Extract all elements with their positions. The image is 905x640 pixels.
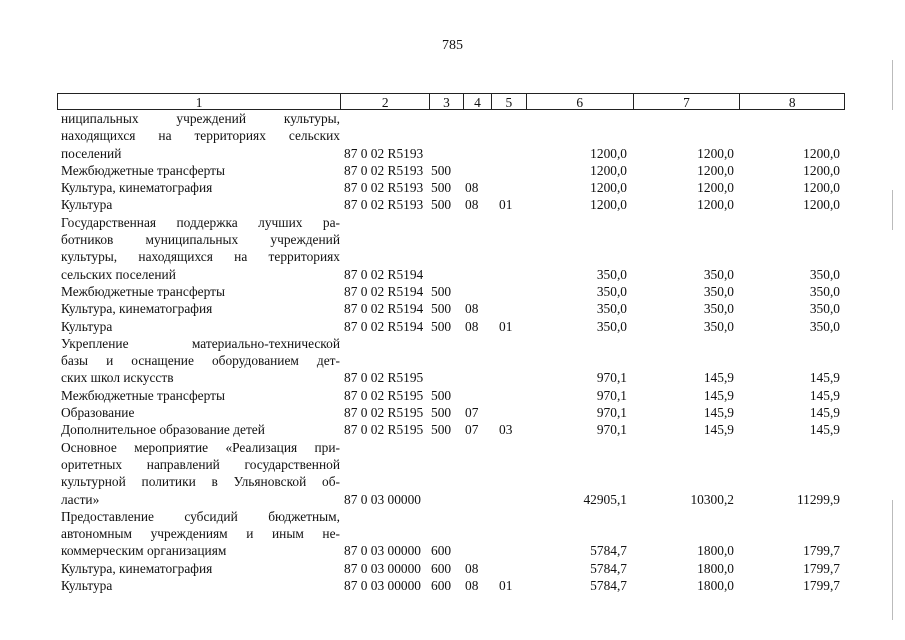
row-col4-cell — [463, 214, 491, 283]
row-value-6-cell: 970,1 — [596, 370, 627, 386]
row-name-cell — [57, 179, 340, 196]
row-name-cell — [57, 110, 340, 162]
row-col4-cell — [463, 162, 491, 179]
row-code-cell: 87 0 03 00000 — [344, 578, 421, 594]
scan-edge-mark — [892, 190, 893, 230]
row-name-cell — [57, 404, 340, 421]
header-cell-7: 7 — [633, 94, 740, 109]
row-col5-cell — [491, 162, 526, 179]
row-value-7-cell: 1200,0 — [697, 180, 734, 196]
row-col3-cell — [429, 214, 463, 283]
table-header-row — [57, 93, 845, 110]
table-row — [57, 214, 845, 283]
scan-edge-mark — [892, 500, 893, 620]
row-name-line: сельских поселений — [61, 266, 176, 282]
row-col3-cell: 600 — [431, 578, 452, 594]
row-code-cell: 87 0 02 R5194 — [344, 266, 424, 282]
table-row — [57, 283, 845, 300]
row-code-cell: 87 0 02 R5195 — [344, 370, 424, 386]
row-col3-cell: 500 — [431, 301, 452, 317]
row-col3-cell: 500 — [431, 283, 452, 299]
row-code-cell: 87 0 02 R5193 — [344, 145, 424, 161]
row-value-8-cell: 145,9 — [809, 422, 840, 438]
row-value-7-cell: 145,9 — [703, 405, 734, 421]
row-value-7-cell: 1800,0 — [697, 578, 734, 594]
table-row — [57, 560, 845, 577]
row-col5-cell: 01 — [499, 578, 513, 594]
row-col4-cell: 08 — [465, 578, 479, 594]
row-col4-cell — [463, 335, 491, 387]
row-value-8-cell: 350,0 — [809, 318, 840, 334]
row-col3-cell — [429, 439, 463, 508]
row-name-cell — [57, 300, 340, 317]
row-value-6-cell: 1200,0 — [590, 145, 627, 161]
row-name-line: культуры, находящихся на территориях — [61, 249, 340, 265]
row-name-line: находящихся на территориях сельских — [61, 128, 340, 144]
table-row — [57, 508, 845, 560]
row-name-line: Основное мероприятие «Реализация при- — [61, 439, 340, 455]
row-name-line: базы и оснащение оборудованием дет- — [61, 353, 340, 369]
row-name-cell — [57, 196, 340, 213]
row-col4-cell: 07 — [465, 405, 479, 421]
row-name-cell — [57, 162, 340, 179]
row-col5-cell — [491, 179, 526, 196]
row-col4-cell: 08 — [465, 560, 479, 576]
header-cell-2: 2 — [340, 94, 429, 109]
row-col5-cell — [491, 560, 526, 577]
row-code-cell: 87 0 02 R5195 — [344, 422, 424, 438]
row-code-cell: 87 0 03 00000 — [344, 560, 421, 576]
row-value-8-cell: 350,0 — [809, 283, 840, 299]
row-name-line: культурной политики в Ульяновской об- — [61, 474, 340, 490]
row-col4-cell — [463, 110, 491, 162]
row-name-line: Укрепление материально-технической — [61, 335, 340, 351]
row-col4-cell: 08 — [465, 197, 479, 213]
row-value-8-cell: 1200,0 — [803, 145, 840, 161]
row-col5-cell: 01 — [499, 197, 513, 213]
budget-table — [57, 93, 845, 594]
table-row — [57, 387, 845, 404]
row-value-8-cell: 1799,7 — [803, 578, 840, 594]
row-value-6-cell: 5784,7 — [590, 560, 627, 576]
row-code-cell: 87 0 02 R5194 — [344, 283, 424, 299]
row-name-cell — [57, 577, 340, 594]
header-cell-8: 8 — [739, 94, 844, 109]
row-value-7-cell: 145,9 — [703, 422, 734, 438]
row-col4-cell: 08 — [465, 180, 479, 196]
row-col5-cell: 01 — [499, 318, 513, 334]
row-value-7-cell: 145,9 — [703, 370, 734, 386]
row-name-line: Дополнительное образование детей — [61, 422, 265, 438]
row-name-line: Государственная поддержка лучших ра- — [61, 214, 340, 230]
row-name-line: поселений — [61, 145, 122, 161]
table-row — [57, 335, 845, 387]
row-value-7-cell: 10300,2 — [690, 491, 734, 507]
row-name-cell — [57, 508, 340, 560]
row-col4-cell: 08 — [465, 301, 479, 317]
row-col5-cell — [491, 508, 526, 560]
row-code-cell: 87 0 02 R5193 — [344, 162, 424, 178]
row-name-cell — [57, 387, 340, 404]
row-col5-cell — [491, 283, 526, 300]
row-col3-cell: 500 — [431, 318, 452, 334]
row-col3-cell: 500 — [431, 422, 452, 438]
row-value-7-cell: 145,9 — [703, 387, 734, 403]
row-col3-cell: 600 — [431, 543, 452, 559]
row-name-cell — [57, 560, 340, 577]
row-value-7-cell: 1800,0 — [697, 560, 734, 576]
row-col4-cell — [463, 508, 491, 560]
row-value-6-cell: 5784,7 — [590, 578, 627, 594]
header-cell-3: 3 — [429, 94, 463, 109]
row-code-cell: 87 0 03 00000 — [344, 543, 421, 559]
row-value-6-cell: 350,0 — [596, 283, 627, 299]
row-name-line: Предоставление субсидий бюджетным, — [61, 508, 340, 524]
row-name-cell — [57, 283, 340, 300]
row-name-cell — [57, 335, 340, 387]
row-value-6-cell: 42905,1 — [583, 491, 627, 507]
table-row — [57, 318, 845, 335]
row-name-line: Культура, кинематография — [61, 560, 213, 576]
row-code-cell: 87 0 02 R5195 — [344, 405, 424, 421]
row-col4-cell — [463, 283, 491, 300]
row-value-8-cell: 145,9 — [809, 370, 840, 386]
row-value-6-cell: 350,0 — [596, 266, 627, 282]
row-name-line: Образование — [61, 405, 135, 421]
row-col3-cell: 500 — [431, 197, 452, 213]
row-value-6-cell: 350,0 — [596, 301, 627, 317]
row-code-cell: 87 0 02 R5194 — [344, 301, 424, 317]
table-row — [57, 300, 845, 317]
table-row — [57, 439, 845, 508]
row-value-8-cell: 145,9 — [809, 387, 840, 403]
row-value-8-cell: 11299,9 — [796, 491, 840, 507]
page-number: 785 — [442, 38, 463, 53]
row-col3-cell — [429, 335, 463, 387]
row-code-cell: 87 0 02 R5193 — [344, 197, 424, 213]
row-value-8-cell: 350,0 — [809, 301, 840, 317]
row-name-cell — [57, 421, 340, 438]
row-col3-cell — [429, 110, 463, 162]
row-code-cell: 87 0 02 R5194 — [344, 318, 424, 334]
row-col3-cell: 500 — [431, 162, 452, 178]
row-col4-cell — [463, 387, 491, 404]
row-col3-cell: 500 — [431, 180, 452, 196]
row-code-cell: 87 0 02 R5195 — [344, 387, 424, 403]
row-col5-cell — [491, 404, 526, 421]
row-value-6-cell: 1200,0 — [590, 180, 627, 196]
row-value-6-cell: 1200,0 — [590, 197, 627, 213]
table-row — [57, 179, 845, 196]
row-col3-cell: 600 — [431, 560, 452, 576]
row-value-7-cell: 1200,0 — [697, 162, 734, 178]
row-value-6-cell: 350,0 — [596, 318, 627, 334]
row-value-7-cell: 350,0 — [703, 266, 734, 282]
row-value-8-cell: 1200,0 — [803, 180, 840, 196]
row-value-7-cell: 350,0 — [703, 318, 734, 334]
row-value-8-cell: 1200,0 — [803, 197, 840, 213]
row-col5-cell — [491, 110, 526, 162]
row-name-cell — [57, 214, 340, 283]
table-row — [57, 577, 845, 594]
row-col5-cell: 03 — [499, 422, 513, 438]
row-col4-cell — [463, 439, 491, 508]
row-col5-cell — [491, 387, 526, 404]
table-row — [57, 162, 845, 179]
row-value-8-cell: 350,0 — [809, 266, 840, 282]
row-name-line: Межбюджетные трансферты — [61, 162, 225, 178]
row-name-line: Культура — [61, 578, 113, 594]
table-row — [57, 404, 845, 421]
header-cell-5: 5 — [491, 94, 526, 109]
row-name-cell — [57, 439, 340, 508]
row-name-line: ских школ искусств — [61, 370, 174, 386]
row-value-7-cell: 1800,0 — [697, 543, 734, 559]
row-value-8-cell: 1799,7 — [803, 543, 840, 559]
row-name-line: коммерческим организациям — [61, 543, 227, 559]
row-value-8-cell: 145,9 — [809, 405, 840, 421]
row-name-line: Культура, кинематография — [61, 180, 213, 196]
row-col5-cell — [491, 300, 526, 317]
row-name-line: оритетных направлений государственной — [61, 456, 340, 472]
header-cell-1: 1 — [195, 95, 203, 110]
row-value-8-cell: 1799,7 — [803, 560, 840, 576]
row-col4-cell: 08 — [465, 318, 479, 334]
row-value-6-cell: 5784,7 — [590, 543, 627, 559]
row-value-7-cell: 1200,0 — [697, 197, 734, 213]
row-name-line: ласти» — [61, 491, 100, 507]
table-row — [57, 196, 845, 213]
row-name-line: автономным учреждениям и иным не- — [61, 526, 340, 542]
row-value-8-cell: 1200,0 — [803, 162, 840, 178]
table-body — [57, 110, 845, 594]
row-value-6-cell: 970,1 — [596, 387, 627, 403]
row-col5-cell — [491, 439, 526, 508]
header-cell-6: 6 — [526, 94, 633, 109]
row-code-cell: 87 0 03 00000 — [344, 491, 421, 507]
row-value-6-cell: 1200,0 — [590, 162, 627, 178]
row-value-6-cell: 970,1 — [596, 405, 627, 421]
header-cell-4: 4 — [463, 94, 491, 109]
row-col3-cell: 500 — [431, 387, 452, 403]
row-col5-cell — [491, 335, 526, 387]
row-col4-cell: 07 — [465, 422, 479, 438]
row-name-line: Культура, кинематография — [61, 301, 213, 317]
row-col3-cell: 500 — [431, 405, 452, 421]
table-row — [57, 110, 845, 162]
row-value-6-cell: 970,1 — [596, 422, 627, 438]
row-name-line: Межбюджетные трансферты — [61, 387, 225, 403]
row-value-7-cell: 1200,0 — [697, 145, 734, 161]
row-name-line: Культура — [61, 318, 113, 334]
table-row — [57, 421, 845, 438]
row-name-line: ботников муниципальных учреждений — [61, 232, 340, 248]
row-name-line: ниципальных учреждений культуры, — [61, 111, 340, 126]
scan-edge-mark — [892, 60, 893, 110]
row-name-line: Межбюджетные трансферты — [61, 283, 225, 299]
row-code-cell: 87 0 02 R5193 — [344, 180, 424, 196]
row-name-line: Культура — [61, 197, 113, 213]
row-value-7-cell: 350,0 — [703, 301, 734, 317]
row-col5-cell — [491, 214, 526, 283]
row-value-7-cell: 350,0 — [703, 283, 734, 299]
row-name-cell — [57, 318, 340, 335]
